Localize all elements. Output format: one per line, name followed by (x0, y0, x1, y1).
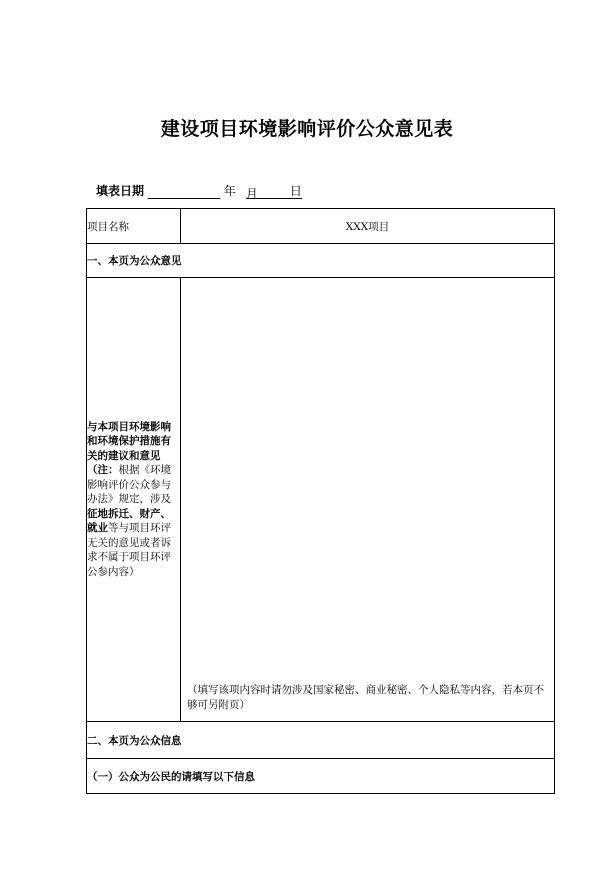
fill-date-line (96, 182, 302, 199)
opinion-label-part2: 等与项目环评无关的意见或者诉求不属于项目环评公参内容） (87, 522, 171, 578)
opinion-row (87, 278, 555, 722)
section2-row (87, 722, 555, 759)
opinion-form-table (86, 208, 555, 794)
fill-date-month-blank[interactable] (246, 185, 272, 199)
subsection1-heading: （一）公众为公民的请填写以下信息 (87, 759, 555, 794)
opinion-label-part1: 根据《环境影响评价公众参与办法》规定，涉及 (87, 464, 171, 506)
project-name-label: 项目名称 (87, 209, 181, 244)
fill-date-month-label: 月 (245, 187, 258, 201)
fill-date-day-blank[interactable] (272, 185, 290, 199)
opinion-input-area[interactable] (181, 278, 555, 722)
fill-date-label: 填表日期 (96, 184, 145, 198)
project-name-row (87, 209, 555, 244)
form-title: 建设项目环境影响评价公众意见表 (160, 118, 454, 140)
subsection1-row (87, 759, 555, 794)
fill-date-year-label: 年 (223, 184, 236, 198)
project-name-value: XXX项目 (181, 209, 555, 244)
section2-heading: 二、本页为公众信息 (87, 722, 555, 759)
opinion-note: （填写该项内容时请勿涉及国家秘密、商业秘密、个人隐私等内容，若本页不够可另附页） (187, 684, 544, 711)
fill-date-year-blank[interactable] (148, 185, 220, 199)
section1-row (87, 244, 555, 278)
opinion-label-bold2: 征地拆迁、财产、就业 (87, 507, 171, 535)
opinion-label-bold: 与本项目环境影响和环境保护措施有关的建议和意见（注： (87, 420, 171, 477)
section1-heading: 一、本页为公众意见 (87, 244, 555, 278)
fill-date-day-label: 日 (289, 184, 302, 198)
opinion-label (87, 278, 181, 722)
